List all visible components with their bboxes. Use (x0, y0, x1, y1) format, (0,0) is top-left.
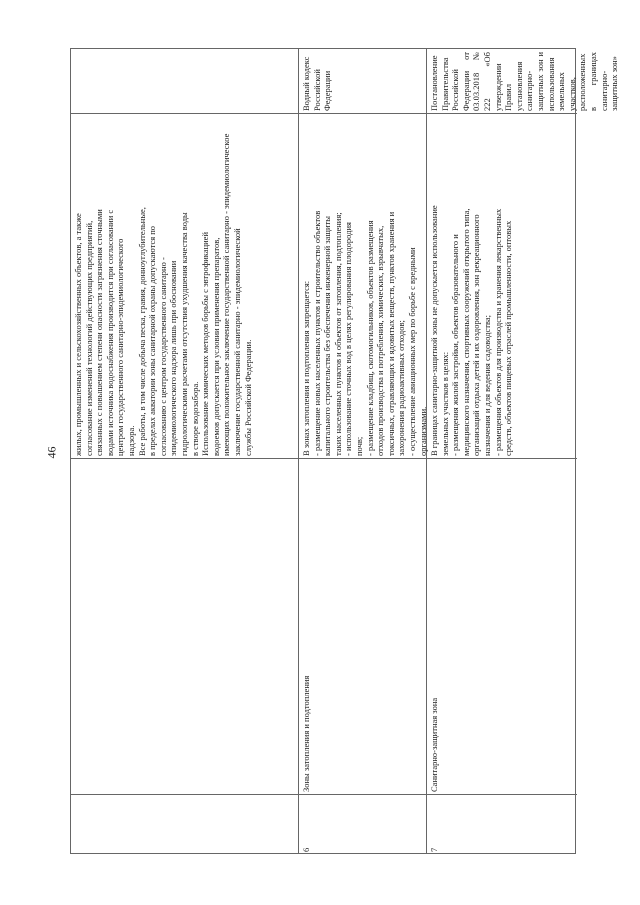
restrictions-text (427, 114, 577, 459)
table-row (71, 49, 299, 853)
basis-cell (71, 49, 298, 114)
row-number: 6 (301, 847, 311, 852)
restriction-line: захоронения радиоактивных отходов; (396, 320, 407, 456)
restriction-line: Все работы, в том числе добыча песка, гравия, донноуглубительные, (136, 207, 147, 456)
restrictions-table (70, 48, 620, 854)
restriction-line: в пределах акватории зоны санитарной охраны допускаются по (147, 225, 158, 456)
restriction-line: капитального строительства без обеспечения инженерной защиты (322, 216, 333, 456)
restriction-line: согласованию с центром государственного санитарно - (157, 257, 168, 456)
restriction-line: - осуществление авиационных мер по борьбе с вредными (406, 247, 417, 456)
restrictions-text (299, 114, 427, 459)
restriction-line: земельных участков в целях: (439, 351, 450, 456)
restriction-line: - размещения жилой застройки, объектов образовательного и (450, 234, 461, 456)
row-number (71, 795, 299, 855)
restriction-line: Использование химических методов борьбы с эвтрофикацией (200, 231, 211, 456)
restriction-line: медицинского назначения, спортивных сооружений открытого типа, (460, 208, 471, 456)
restriction-line: В границах санитарно-защитной зоны не допускается использование (429, 205, 439, 456)
zone-cell (71, 459, 298, 795)
restriction-line: - использование сточных вод в целях регулирования плодородия (343, 222, 354, 456)
basis-cell (299, 49, 426, 114)
basis-text: Водный кодекс Российской Федерации (301, 56, 333, 111)
zone-name (71, 459, 299, 795)
restriction-line: жилых, промышленных и сельскохозяйственных объектов, а также (73, 213, 83, 456)
restriction-line: В зонах затопления и подтопления запрещается: (301, 280, 311, 456)
restriction-line: таких населенных пунктов и объектов от затопления, подтопления; (332, 212, 343, 456)
number-cell (427, 795, 577, 855)
restriction-line: водами источника водоснабжения производится при согласовании с (104, 209, 115, 456)
basis-cell (427, 49, 620, 114)
row-number: 7 (429, 847, 439, 852)
zone-cell (299, 459, 426, 795)
restriction-line: заключение государственной санитарно - эпидемиологической (231, 228, 242, 456)
restriction-line: согласование изменений технологий действующих предприятий, (83, 220, 94, 456)
restrictions-cell (299, 114, 426, 459)
zone-name: Санитарно-защитная зона (429, 697, 439, 792)
restriction-line: средств, объектов пищевых отраслей промышленности, оптовых (503, 220, 514, 456)
page-number: 46 (44, 446, 59, 459)
table-row (299, 49, 427, 853)
restriction-line: гидрологическими расчетами отсутствия ухудшения качества воды (178, 212, 189, 456)
restriction-line: организмами. (417, 406, 428, 456)
restrictions-cell (71, 114, 298, 459)
restriction-line: назначения и для ведения садоводства; (481, 314, 492, 456)
basis-text (71, 49, 299, 114)
zone-cell (427, 459, 577, 795)
restriction-line: водоемов допускается при условии применения препаратов, (210, 237, 221, 456)
restriction-line: токсичных, отравляющих и ядовитых веществ, пунктов хранения и (385, 211, 396, 456)
table-row (427, 49, 620, 853)
restrictions-cell (427, 114, 577, 459)
restrictions-text (71, 114, 299, 459)
zone-name: Зоны затопления и подтопления (301, 675, 311, 792)
restriction-line: организаций отдыха детей и их оздоровления, зон рекреационного (471, 214, 482, 456)
restriction-line: - размещение новых населенных пунктов и строительство объектов (311, 210, 322, 456)
restriction-line: эпидемиологического надзора лишь при обосновании (168, 260, 179, 456)
restriction-line: связанных с повышением степени опасности загрязнения сточными (94, 209, 105, 456)
restriction-line: - размещения объектов для производства и хранения лекарственных (492, 208, 503, 456)
restriction-line: отходов производства и потребления, химических, взрывчатых, (375, 225, 386, 456)
number-cell (71, 795, 298, 855)
restriction-line: имеющих положительное заключение государственной санитарно - эпидемиологическое (221, 133, 232, 456)
restriction-line: центром государственного санитарно-эпидемиологического (115, 238, 126, 456)
restriction-line: службы Российской Федерации. (242, 339, 253, 456)
basis-text: Постановление Правительства Российской Федерации от 03.03.2018 № 222 «Об утверждении Правил установления санитарно-защитных зон и использования земельных участков, расположенных в границах санитарно-защитных зон» (429, 52, 620, 111)
number-cell (299, 795, 426, 855)
restriction-line: надзора. (125, 425, 136, 456)
restriction-line: - размещение кладбищ, скотомогильников, объектов размещения (364, 220, 375, 456)
restriction-line: почв; (353, 436, 364, 456)
restriction-line: в створе водозабора. (189, 381, 200, 456)
